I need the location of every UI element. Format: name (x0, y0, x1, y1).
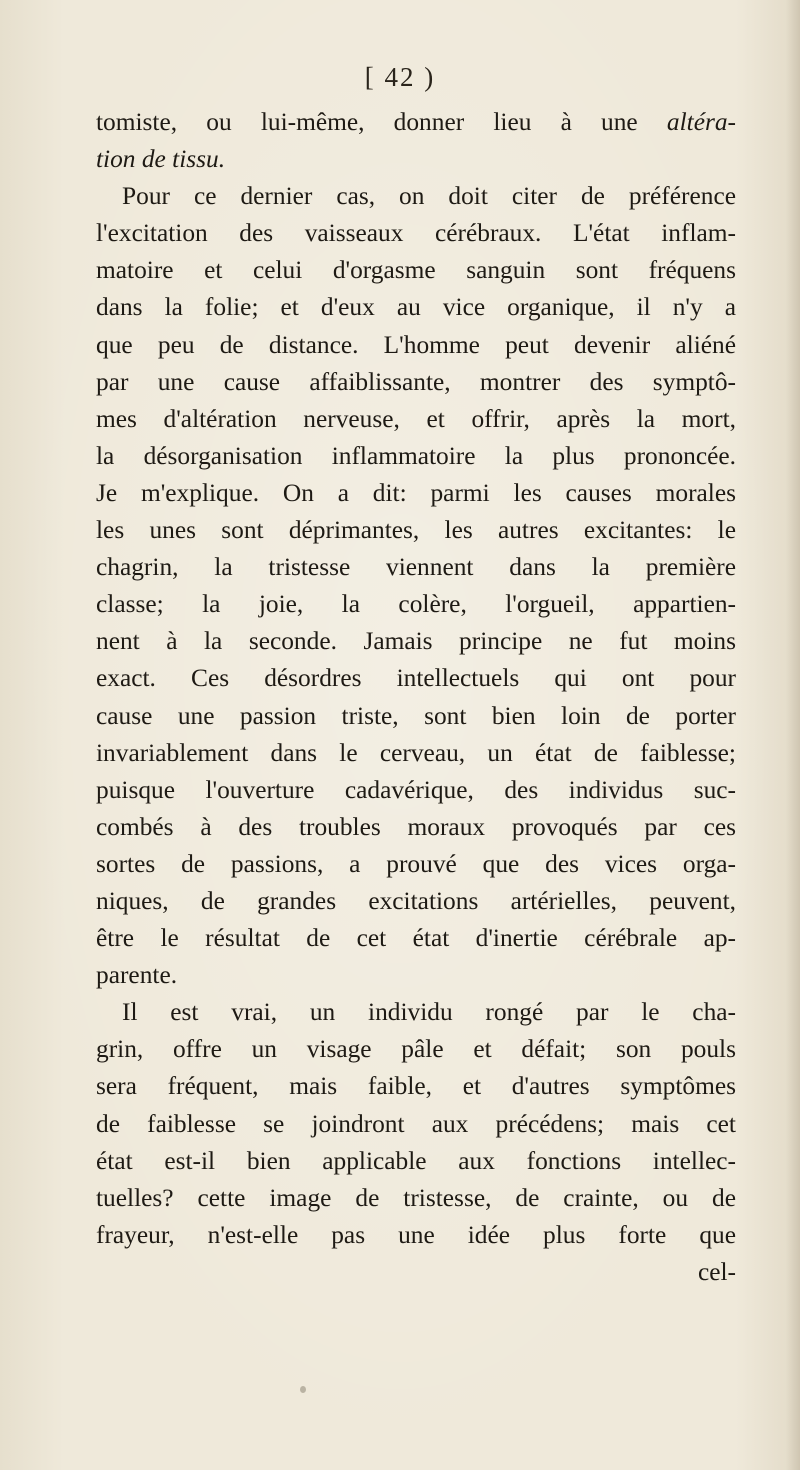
text-run: sera fréquent, mais faible, et d'autres symptômes (96, 1072, 736, 1101)
text-line (96, 252, 736, 289)
text-line (96, 994, 736, 1031)
text-run: tuelles? cette image de tristesse, de crainte, ou de (96, 1183, 736, 1212)
text-line (96, 735, 736, 772)
text-run: parente. (96, 961, 178, 990)
text-run: Pour ce dernier cas, on doit citer de préférence (122, 182, 736, 211)
text-line (96, 920, 736, 957)
text-run: dans la folie; et d'eux au vice organique, il n'y a (96, 293, 736, 322)
text-line (96, 957, 736, 994)
text-run: matoire et celui d'orgasme sanguin sont fréquens (96, 256, 736, 285)
text-run: la désorganisation inflammatoire la plus prononcée. (96, 441, 736, 470)
text-line (96, 289, 736, 326)
page-edge-shadow (786, 0, 800, 1470)
text-run: frayeur, n'est-elle pas une idée plus forte que (96, 1220, 736, 1249)
text-line (96, 772, 736, 809)
text-line (96, 698, 736, 735)
text-run: nent à la seconde. Jamais principe ne fut moins (96, 627, 736, 656)
text-run: cause une passion triste, sont bien loin de porter (96, 701, 736, 730)
text-line (96, 1217, 736, 1254)
text-line (96, 1254, 736, 1291)
text-line (96, 364, 736, 401)
text-run: que peu de distance. L'homme peut devenir aliéné (96, 330, 736, 359)
text-line (96, 104, 736, 141)
text-line (96, 586, 736, 623)
text-line (96, 1143, 736, 1180)
text-run: classe; la joie, la colère, l'orgueil, appartien- (96, 590, 736, 619)
text-line (96, 215, 736, 252)
text-run: puisque l'ouverture cadavérique, des individus suc- (96, 775, 736, 804)
text-line (96, 1106, 736, 1143)
text-run: tomiste, ou lui-même, donner lieu à une (96, 108, 667, 136)
text-line (96, 623, 736, 660)
text-line (96, 660, 736, 697)
text-run: l'excitation des vaisseaux cérébraux. L'état inflam- (96, 219, 736, 248)
text-run: chagrin, la tristesse viennent dans la première (96, 553, 736, 582)
text-run: par une cause affaiblissante, montrer des symptô- (96, 367, 736, 396)
text-line (96, 401, 736, 438)
text-line (96, 809, 736, 846)
text-run: Il est vrai, un individu rongé par le cha- (122, 998, 736, 1027)
text-line (96, 327, 736, 364)
text-run: Je m'explique. On a dit: parmi les causes morales (96, 478, 736, 507)
text-line (96, 141, 736, 178)
body-text (96, 104, 736, 1291)
text-line (96, 512, 736, 549)
italic-text: altéra- (666, 108, 736, 136)
text-line (96, 1180, 736, 1217)
text-line (96, 883, 736, 920)
text-line (96, 846, 736, 883)
text-run: mes d'altération nerveuse, et offrir, après la mort, (96, 404, 736, 433)
text-line (96, 475, 736, 512)
paper-spot (300, 1386, 306, 1393)
text-line (96, 1068, 736, 1105)
text-run: état est-il bien applicable aux fonctions intellec- (96, 1146, 736, 1175)
text-run: être le résultat de cet état d'inertie cérébrale ap- (96, 924, 736, 953)
text-run: les unes sont déprimantes, les autres excitantes: le (96, 516, 736, 545)
text-run: niques, de grandes excitations artérielles, peuvent, (96, 886, 736, 915)
text-run: combés à des troubles moraux provoqués par ces (96, 812, 736, 841)
text-run: invariablement dans le cerveau, un état de faiblesse; (96, 738, 736, 767)
text-run: cel- (697, 1257, 736, 1286)
text-line (96, 438, 736, 475)
text-line (96, 178, 736, 215)
text-run: grin, offre un visage pâle et défait; son pouls (96, 1035, 736, 1064)
page-number: [ 42 ) (364, 62, 436, 92)
text-run: de faiblesse se joindront aux précédens; mais cet (96, 1109, 736, 1138)
text-line (96, 549, 736, 586)
text-run: sortes de passions, a prouvé que des vices orga- (96, 849, 736, 878)
text-line (96, 1031, 736, 1068)
italic-text: tion de tissu. (96, 145, 226, 174)
text-run: exact. Ces désordres intellectuels qui ont pour (96, 664, 736, 693)
